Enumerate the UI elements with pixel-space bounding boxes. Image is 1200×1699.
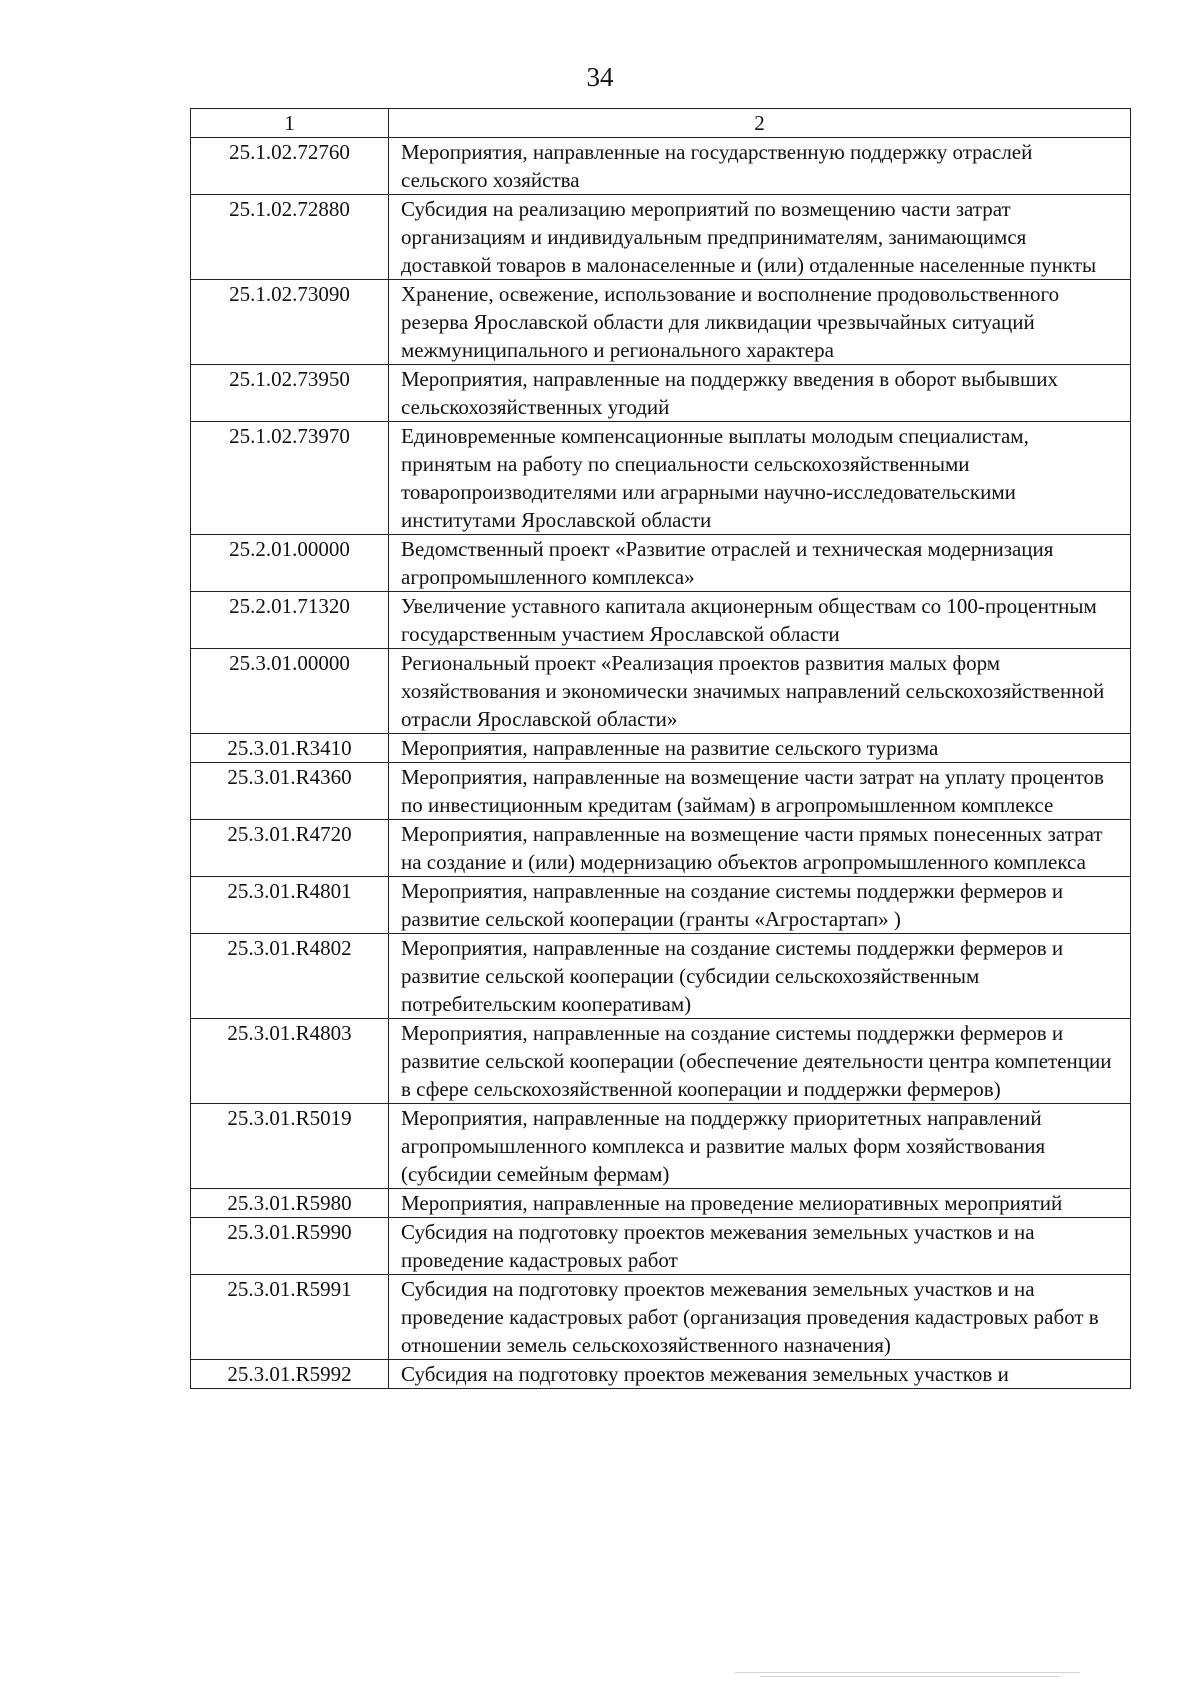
- table-row: [191, 877, 1131, 934]
- table-row: [191, 195, 1131, 280]
- table-row: [191, 592, 1131, 649]
- table-row: [191, 1360, 1131, 1389]
- row-name: Субсидия на реализацию мероприятий по возмещению части затрат организациям и индивидуальным предпринимателям, занимающимся доставкой товаров в малонаселенные и (или) отдаленные населенные пункты: [389, 195, 1131, 280]
- row-name: Хранение, освежение, использование и восполнение продовольственного резерва Ярославской области для ликвидации чрезвычайных ситуаций межмуниципального и регионального характера: [389, 280, 1131, 365]
- row-code: 25.3.01.R5992: [191, 1360, 389, 1389]
- row-code: 25.3.01.00000: [191, 649, 389, 734]
- row-code: 25.3.01.R4360: [191, 763, 389, 820]
- table-row: [191, 820, 1131, 877]
- scan-artifact-line: [760, 1676, 1060, 1677]
- row-code: 25.3.01.R4801: [191, 877, 389, 934]
- row-code: 25.3.01.R3410: [191, 734, 389, 763]
- row-name: Увеличение уставного капитала акционерным обществам со 100-процентным государственным участием Ярославской области: [389, 592, 1131, 649]
- row-code: 25.1.02.73970: [191, 422, 389, 535]
- table-row: [191, 138, 1131, 195]
- row-code: 25.3.01.R5990: [191, 1218, 389, 1275]
- row-name: Субсидия на подготовку проектов межевания земельных участков и на проведение кадастровых работ: [389, 1218, 1131, 1275]
- row-name: Мероприятия, направленные на создание системы поддержки фермеров и развитие сельской кооперации (гранты «Агростартап» ): [389, 877, 1131, 934]
- row-code: 25.3.01.R5991: [191, 1275, 389, 1360]
- table-header-row: [191, 109, 1131, 138]
- row-name: Мероприятия, направленные на поддержку введения в оборот выбывших сельскохозяйственных угодий: [389, 365, 1131, 422]
- table-row: [191, 763, 1131, 820]
- table-row: [191, 734, 1131, 763]
- row-name: Субсидия на подготовку проектов межевания земельных участков и: [389, 1360, 1131, 1389]
- row-code: 25.3.01.R4802: [191, 934, 389, 1019]
- row-code: 25.1.02.73090: [191, 280, 389, 365]
- row-name: Мероприятия, направленные на проведение мелиоративных мероприятий: [389, 1189, 1131, 1218]
- row-name: Субсидия на подготовку проектов межевания земельных участков и на проведение кадастровых работ (организация проведения кадастровых работ в отношении земель сельскохозяйственного назначения): [389, 1275, 1131, 1360]
- table-row: [191, 1218, 1131, 1275]
- row-code: 25.3.01.R4720: [191, 820, 389, 877]
- table-row: [191, 934, 1131, 1019]
- row-code: 25.2.01.71320: [191, 592, 389, 649]
- row-name: Мероприятия, направленные на поддержку приоритетных направлений агропромышленного комплекса и развитие малых форм хозяйствования (субсидии семейным фермам): [389, 1104, 1131, 1189]
- table-row: [191, 1019, 1131, 1104]
- page-number: 34: [586, 62, 614, 92]
- row-code: 25.1.02.73950: [191, 365, 389, 422]
- row-name: Мероприятия, направленные на создание системы поддержки фермеров и развитие сельской кооперации (субсидии сельскохозяйственным потребительским кооперативам): [389, 934, 1131, 1019]
- table-row: [191, 649, 1131, 734]
- column-header-name: 2: [389, 109, 1131, 138]
- table-row: [191, 1275, 1131, 1360]
- table-row: [191, 1189, 1131, 1218]
- row-name: Мероприятия, направленные на возмещение части прямых понесенных затрат на создание и (или) модернизацию объектов агропромышленного комплекса: [389, 820, 1131, 877]
- row-name: Мероприятия, направленные на государственную поддержку отраслей сельского хозяйства: [389, 138, 1131, 195]
- row-name: Мероприятия, направленные на возмещение части затрат на уплату процентов по инвестиционным кредитам (займам) в агропромышленном комплексе: [389, 763, 1131, 820]
- table-row: [191, 365, 1131, 422]
- row-name: Мероприятия, направленные на развитие сельского туризма: [389, 734, 1131, 763]
- row-name: Ведомственный проект «Развитие отраслей и техническая модернизация агропромышленного комплекса»: [389, 535, 1131, 592]
- budget-code-table: [190, 108, 1131, 1389]
- row-code: 25.3.01.R5019: [191, 1104, 389, 1189]
- row-code: 25.1.02.72760: [191, 138, 389, 195]
- table-row: [191, 535, 1131, 592]
- row-code: 25.1.02.72880: [191, 195, 389, 280]
- row-name: Единовременные компенсационные выплаты молодым специалистам, принятым на работу по специальности сельскохозяйственными товаропроизводителями или аграрными научно-исследовательскими институтами Ярославской области: [389, 422, 1131, 535]
- row-name: Мероприятия, направленные на создание системы поддержки фермеров и развитие сельской кооперации (обеспечение деятельности центра компетенции в сфере сельскохозяйственной кооперации и поддержки фермеров): [389, 1019, 1131, 1104]
- table-row: [191, 1104, 1131, 1189]
- table-row: [191, 280, 1131, 365]
- column-header-code: 1: [191, 109, 389, 138]
- scan-artifact-line: [735, 1672, 1080, 1673]
- row-code: 25.2.01.00000: [191, 535, 389, 592]
- row-code: 25.3.01.R4803: [191, 1019, 389, 1104]
- table-row: [191, 422, 1131, 535]
- row-name: Региональный проект «Реализация проектов развития малых форм хозяйствования и экономически значимых направлений сельскохозяйственной отрасли Ярославской области»: [389, 649, 1131, 734]
- row-code: 25.3.01.R5980: [191, 1189, 389, 1218]
